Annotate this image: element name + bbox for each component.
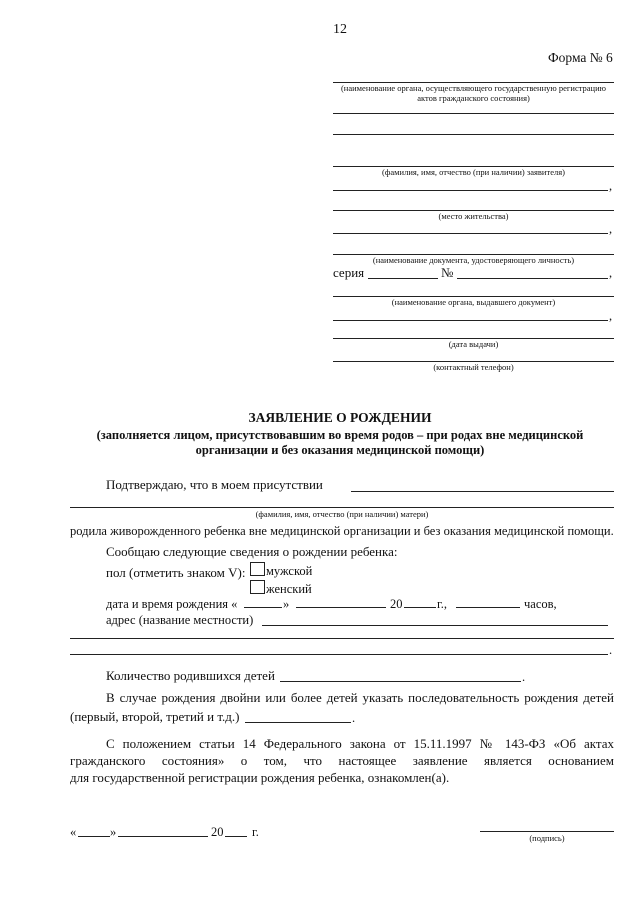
- number-field[interactable]: [457, 278, 608, 279]
- applicant-line-2[interactable]: [333, 190, 608, 191]
- birth-day-field[interactable]: [244, 607, 282, 608]
- children-count-label: Количество родившихся детей: [106, 668, 275, 683]
- address-line-2[interactable]: [70, 638, 614, 639]
- date-open: «: [70, 825, 77, 839]
- birth-hours-field[interactable]: [456, 607, 520, 608]
- birth-year-field[interactable]: [404, 607, 436, 608]
- page-number: 12: [333, 22, 347, 37]
- gave-birth-text: родила живорожденного ребенка вне медицинской организации и без оказания медицинской помощи.: [70, 524, 614, 538]
- hours-label: часов,: [524, 597, 557, 611]
- period: .: [522, 670, 526, 684]
- birth-month-field[interactable]: [296, 607, 386, 608]
- period: .: [609, 643, 613, 657]
- inform-text: Сообщаю следующие сведения о рождении ребенка:: [106, 544, 398, 559]
- comma: ,: [609, 222, 613, 236]
- quote-close: »: [283, 597, 290, 611]
- twins-order-field[interactable]: [245, 722, 351, 723]
- organ-caption: (наименование органа, осуществляющего государственную регистрацию актов гражданского состояния): [340, 83, 607, 103]
- twins-text-1: В случае рождения двойни или более детей указать последовательность рождения детей: [106, 690, 614, 705]
- children-count-field[interactable]: [280, 681, 521, 682]
- mother-name-line[interactable]: [70, 507, 614, 508]
- law-text-1: С положением статьи 14 Федерального закона от 15.11.1997 № 143-ФЗ «Об актах: [106, 736, 614, 751]
- law-text-2: гражданского состояния» о том, что настоящее заявление является основанием: [70, 753, 614, 768]
- series-label: серия: [333, 265, 365, 280]
- series-field[interactable]: [368, 278, 438, 279]
- document-subtitle-2: организации и без оказания медицинской помощи): [195, 443, 485, 457]
- date-close: »: [110, 825, 117, 839]
- organ-line-2[interactable]: [333, 113, 614, 114]
- applicant-caption: (фамилия, имя, отчество (при наличии) заявителя): [382, 167, 565, 177]
- mother-name-caption: (фамилия, имя, отчество (при наличии) матери): [255, 509, 429, 519]
- issuer-caption: (наименование органа, выдавшего документ): [391, 297, 556, 307]
- phone-caption: (контактный телефон): [433, 362, 514, 372]
- residence-caption: (место жительства): [438, 211, 509, 221]
- signature-caption: (подпись): [529, 833, 565, 843]
- male-label: мужской: [266, 564, 313, 578]
- document-subtitle-1: (заполняется лицом, присутствовавшим во время родов – при родах вне медицинской: [96, 428, 584, 442]
- organ-line-3[interactable]: [333, 134, 614, 135]
- comma: ,: [609, 309, 613, 323]
- address-line-3[interactable]: [70, 654, 608, 655]
- confirm-field[interactable]: [351, 491, 614, 492]
- document-title: ЗАЯВЛЕНИЕ О РОЖДЕНИИ: [248, 410, 432, 425]
- form-number: Форма № 6: [548, 50, 613, 65]
- number-label: №: [441, 265, 454, 280]
- female-label: женский: [266, 582, 312, 596]
- year-prefix: 20: [390, 597, 403, 611]
- female-checkbox[interactable]: [250, 580, 265, 594]
- period: .: [352, 711, 356, 725]
- sign-month-field[interactable]: [118, 836, 208, 837]
- comma: ,: [609, 179, 613, 193]
- comma: ,: [609, 266, 613, 280]
- address-label: адрес (название местности): [106, 613, 254, 627]
- confirm-text: Подтверждаю, что в моем присутствии: [106, 477, 323, 492]
- footer-year-suffix: г.: [252, 825, 259, 839]
- law-text-3: для государственной регистрации рождения ребенка, ознакомлен(а).: [70, 770, 450, 785]
- address-field[interactable]: [262, 625, 608, 626]
- issue-date-caption: (дата выдачи): [448, 339, 499, 349]
- birth-datetime-label: дата и время рождения «: [106, 597, 238, 611]
- sign-year-field[interactable]: [225, 836, 247, 837]
- id-document-caption: (наименование документа, удостоверяющего личность): [372, 255, 575, 265]
- signature-field[interactable]: [480, 831, 614, 832]
- sign-day-field[interactable]: [78, 836, 110, 837]
- residence-line-2[interactable]: [333, 233, 608, 234]
- issuer-line-2[interactable]: [333, 320, 608, 321]
- male-checkbox[interactable]: [250, 562, 265, 576]
- twins-text-2: (первый, второй, третий и т.д.): [70, 709, 240, 724]
- year-suffix: г.,: [437, 597, 447, 611]
- footer-year-prefix: 20: [211, 825, 224, 839]
- sex-label: пол (отметить знаком V):: [106, 565, 246, 580]
